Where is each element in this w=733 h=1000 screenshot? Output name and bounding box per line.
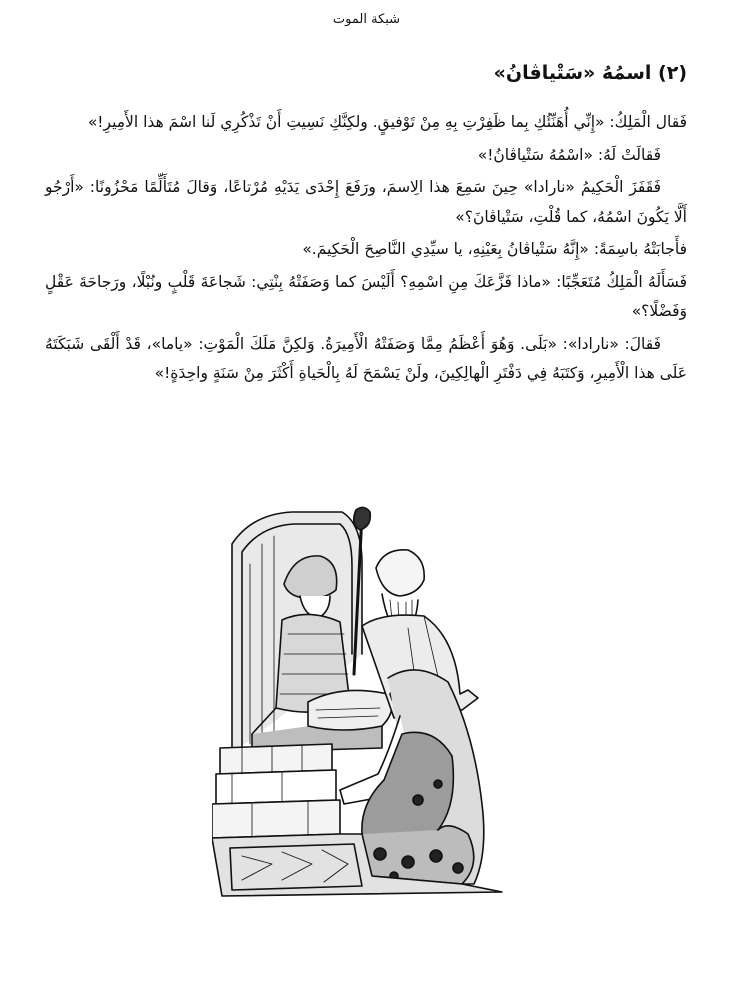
paragraph-king-question: فَسَأَلَهُ الْمَلِكُ مُتَعَجِّبًا: «ماذا فَزَّعَكَ مِنِ اسْمِهِ؟ أَلَيْسَ كما وَصَفَتْهُ بِنْتِي: شَجاعَةَ قَلْبٍ ونُبْلًا، ورَجاحَةَ عَقْلٍ وَفَضْلًا؟» [45,272,687,320]
chapter-title: (٢) اسمُهُ «سَتْياڤانُ» [493,62,687,84]
paragraph-princess-answer: فَقالَتْ لَهُ: «اسْمُهُ سَتْياڤانُ!» [477,145,661,164]
paragraph-sage-reaction: فَقَفَزَ الْحَكِيمُ «نارادا» حِينَ سَمِعَ هذا الِاسمَ، ورَفَعَ إِحْدَى يَدَيْهِ مُرْتاعًا، وَقالَ مُتَأَلِّمًا مَحْزُونًا: «أَرْجُو أَلَّا يَكُونَ اسْمُهُ، كما قُلْتِ، سَتْياڤانَ؟» [45,178,687,226]
paragraph-sage-warning: فَقالَ: «نارادا»: «بَلَى. وَهُوَ أَعْظَمُ مِمَّا وَصَفَتْهُ الْأَمِيرَةُ. وَلكِنَّ مَلَكَ الْمَوْتِ: «ياما»، قَدْ أَلْقَى شَبَكَتَهُ عَلَى هذا الْأَمِيرِ، وَكتَبَهُ فِي دَفْتَرِ الْهالِكِينَ، ولَنْ يَسْمَحَ لَهُ بِالْحَياةِ أَكْثَرَ مِنْ سَنَةٍ واحِدَةٍ!» [45,334,687,382]
illustration-image [212,504,508,898]
paragraph-king-speech: فَقال الْمَلِكُ: «إِنِّي أُهَنِّئُكِ بِما ظَفِرْتِ بِهِ مِنْ تَوْفيقٍ. ولكِنَّكِ نَسِيتِ أَنْ تَذْكُرِي لَنا اسْمَ هذا الأَمِيرِ!» [87,113,687,131]
paragraph-princess-reply: فأَجابَتْهُ باسِمَةً: «إِنَّهُ سَتْياڤانُ بِعَيْنِهِ، يا سيِّدِي النَّاصِحَ الْحَكِيمَ.» [302,240,687,258]
running-header: شبكة الموت [332,12,401,27]
body-text [45,108,687,392]
